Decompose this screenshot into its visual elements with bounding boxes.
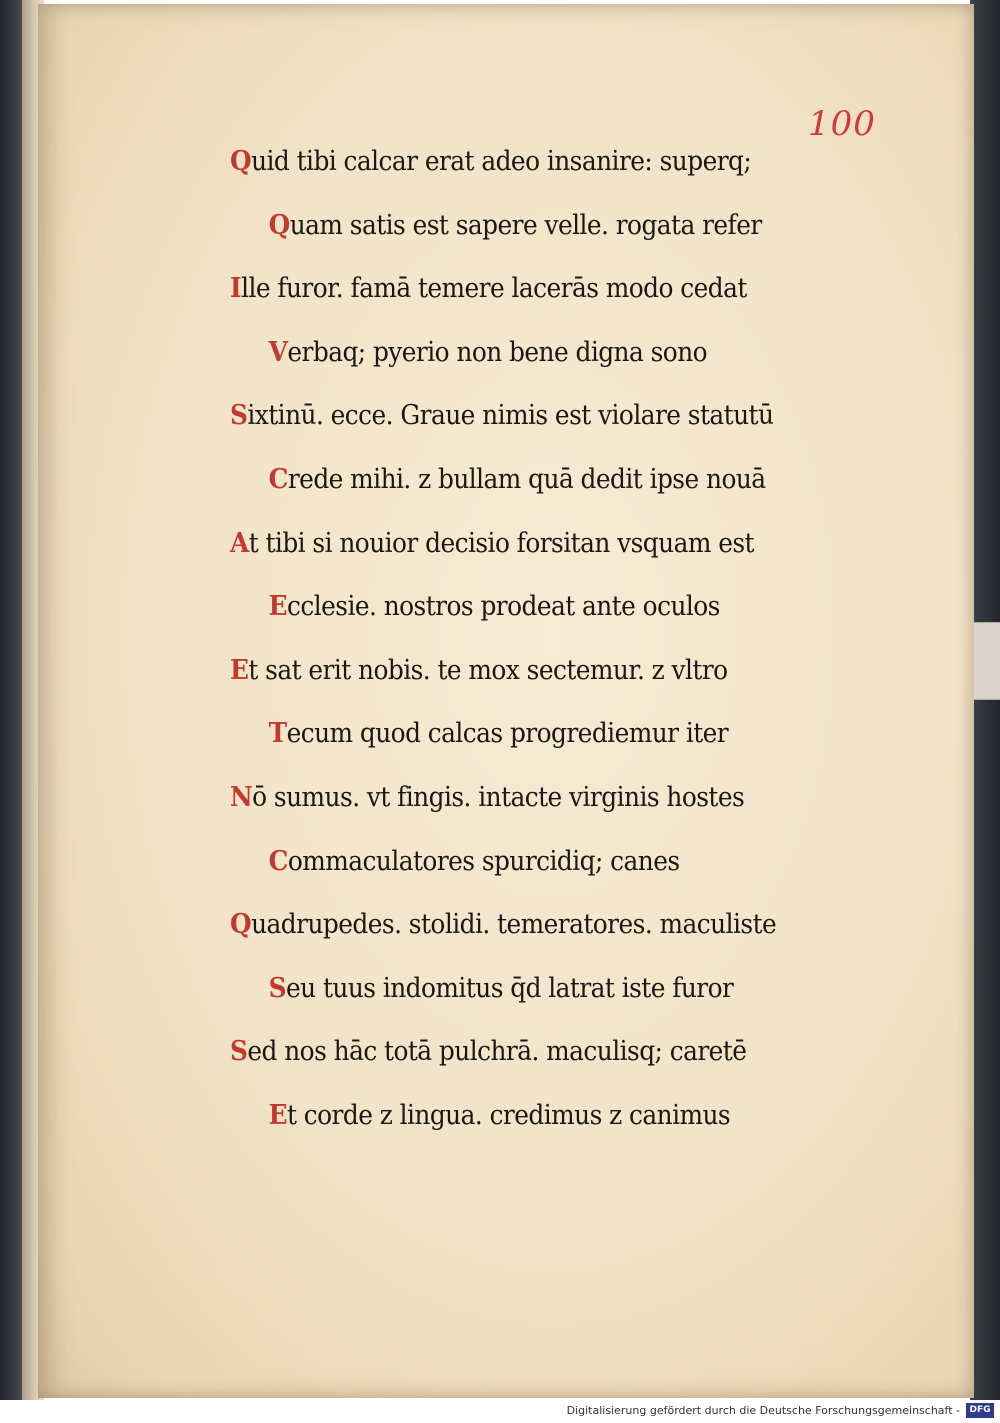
verse-line-text: ecum quod calcas progrediemur iter: [286, 718, 729, 750]
verse-line-text: lle furor. famā temere lacerās modo cedat: [241, 273, 747, 305]
verse-line: [230, 269, 764, 333]
verse-line-text: rede mihi. z bullam quā dedit ipse nouā: [287, 463, 766, 495]
verse-line-text: t corde z lingua. credimus z canimus: [287, 1099, 731, 1131]
verse-line-text: cclesie. nostros prodeat ante oculos: [287, 591, 720, 623]
rubricated-initial: Q: [230, 146, 252, 177]
verse-line: [230, 1096, 764, 1160]
rubricated-initial: Q: [268, 209, 290, 241]
rubricated-initial: S: [268, 972, 287, 1004]
verse-line-text: t tibi si nouior decisio forsitan vsquam est: [248, 527, 754, 559]
rubricated-initial: E: [268, 591, 288, 623]
funding-footer: [0, 1400, 1000, 1423]
verse-line-text: uam satis est sapere velle. rogata refer: [289, 209, 762, 241]
book-page: [38, 4, 974, 1398]
verse-line: [230, 587, 764, 651]
verse-line: [230, 778, 764, 842]
funding-credit: Digitalisierung gefördert durch die Deutsche Forschungsgemeinschaft -: [566, 1404, 960, 1417]
background-right: [970, 0, 1000, 1400]
verse-line: [230, 651, 764, 715]
verse-line: [230, 524, 764, 588]
verse-line: [230, 714, 764, 778]
verse-line-text: uadrupedes. stolidi. temeratores. maculiste: [251, 909, 777, 941]
folio-number: 100: [808, 104, 876, 144]
rubricated-initial: N: [230, 781, 253, 813]
verse-line-text: uid tibi calcar erat adeo insanire: superq;: [251, 146, 752, 177]
verse-line: [230, 1032, 764, 1096]
rubricated-initial: V: [268, 336, 288, 368]
rubricated-initial: T: [268, 718, 287, 750]
verse-line: [230, 396, 774, 460]
rubricated-initial: I: [230, 273, 242, 305]
verse-line: [230, 333, 764, 397]
verse-line-text: ed nos hāc totā pulchrā. maculisq; caretē: [247, 1036, 747, 1068]
rubricated-initial: A: [230, 527, 249, 559]
verse-line: [230, 905, 777, 969]
verse-line-text: eu tuus indomitus q̄d latrat iste furor: [286, 972, 734, 1004]
verse-line-text: ommaculatores spurcidiq; canes: [287, 845, 680, 877]
rubricated-initial: C: [268, 463, 288, 495]
verse-line-text: erbaq; pyerio non bene digna sono: [287, 336, 708, 368]
verse-line-text: ō sumus. vt fingis. intacte virginis hostes: [252, 781, 745, 813]
rubricated-initial: E: [268, 1099, 288, 1131]
rubricated-initial: C: [268, 845, 288, 877]
rubricated-initial: S: [230, 1036, 248, 1068]
verse-line: [230, 142, 764, 206]
dfg-logo: DFG: [966, 1403, 994, 1418]
rubricated-initial: S: [230, 400, 248, 432]
verse-text: [230, 142, 810, 1160]
verse-line: [230, 206, 764, 270]
verse-line: [230, 969, 764, 1033]
rubricated-initial: E: [230, 654, 249, 686]
verse-line-text: ixtinū. ecce. Graue nimis est violare statutū: [247, 400, 774, 432]
verse-line-text: t sat erit nobis. te mox sectemur. z vltro: [248, 654, 728, 686]
rubricated-initial: Q: [230, 909, 252, 941]
verse-line: [230, 842, 764, 906]
verse-line: [230, 460, 764, 524]
